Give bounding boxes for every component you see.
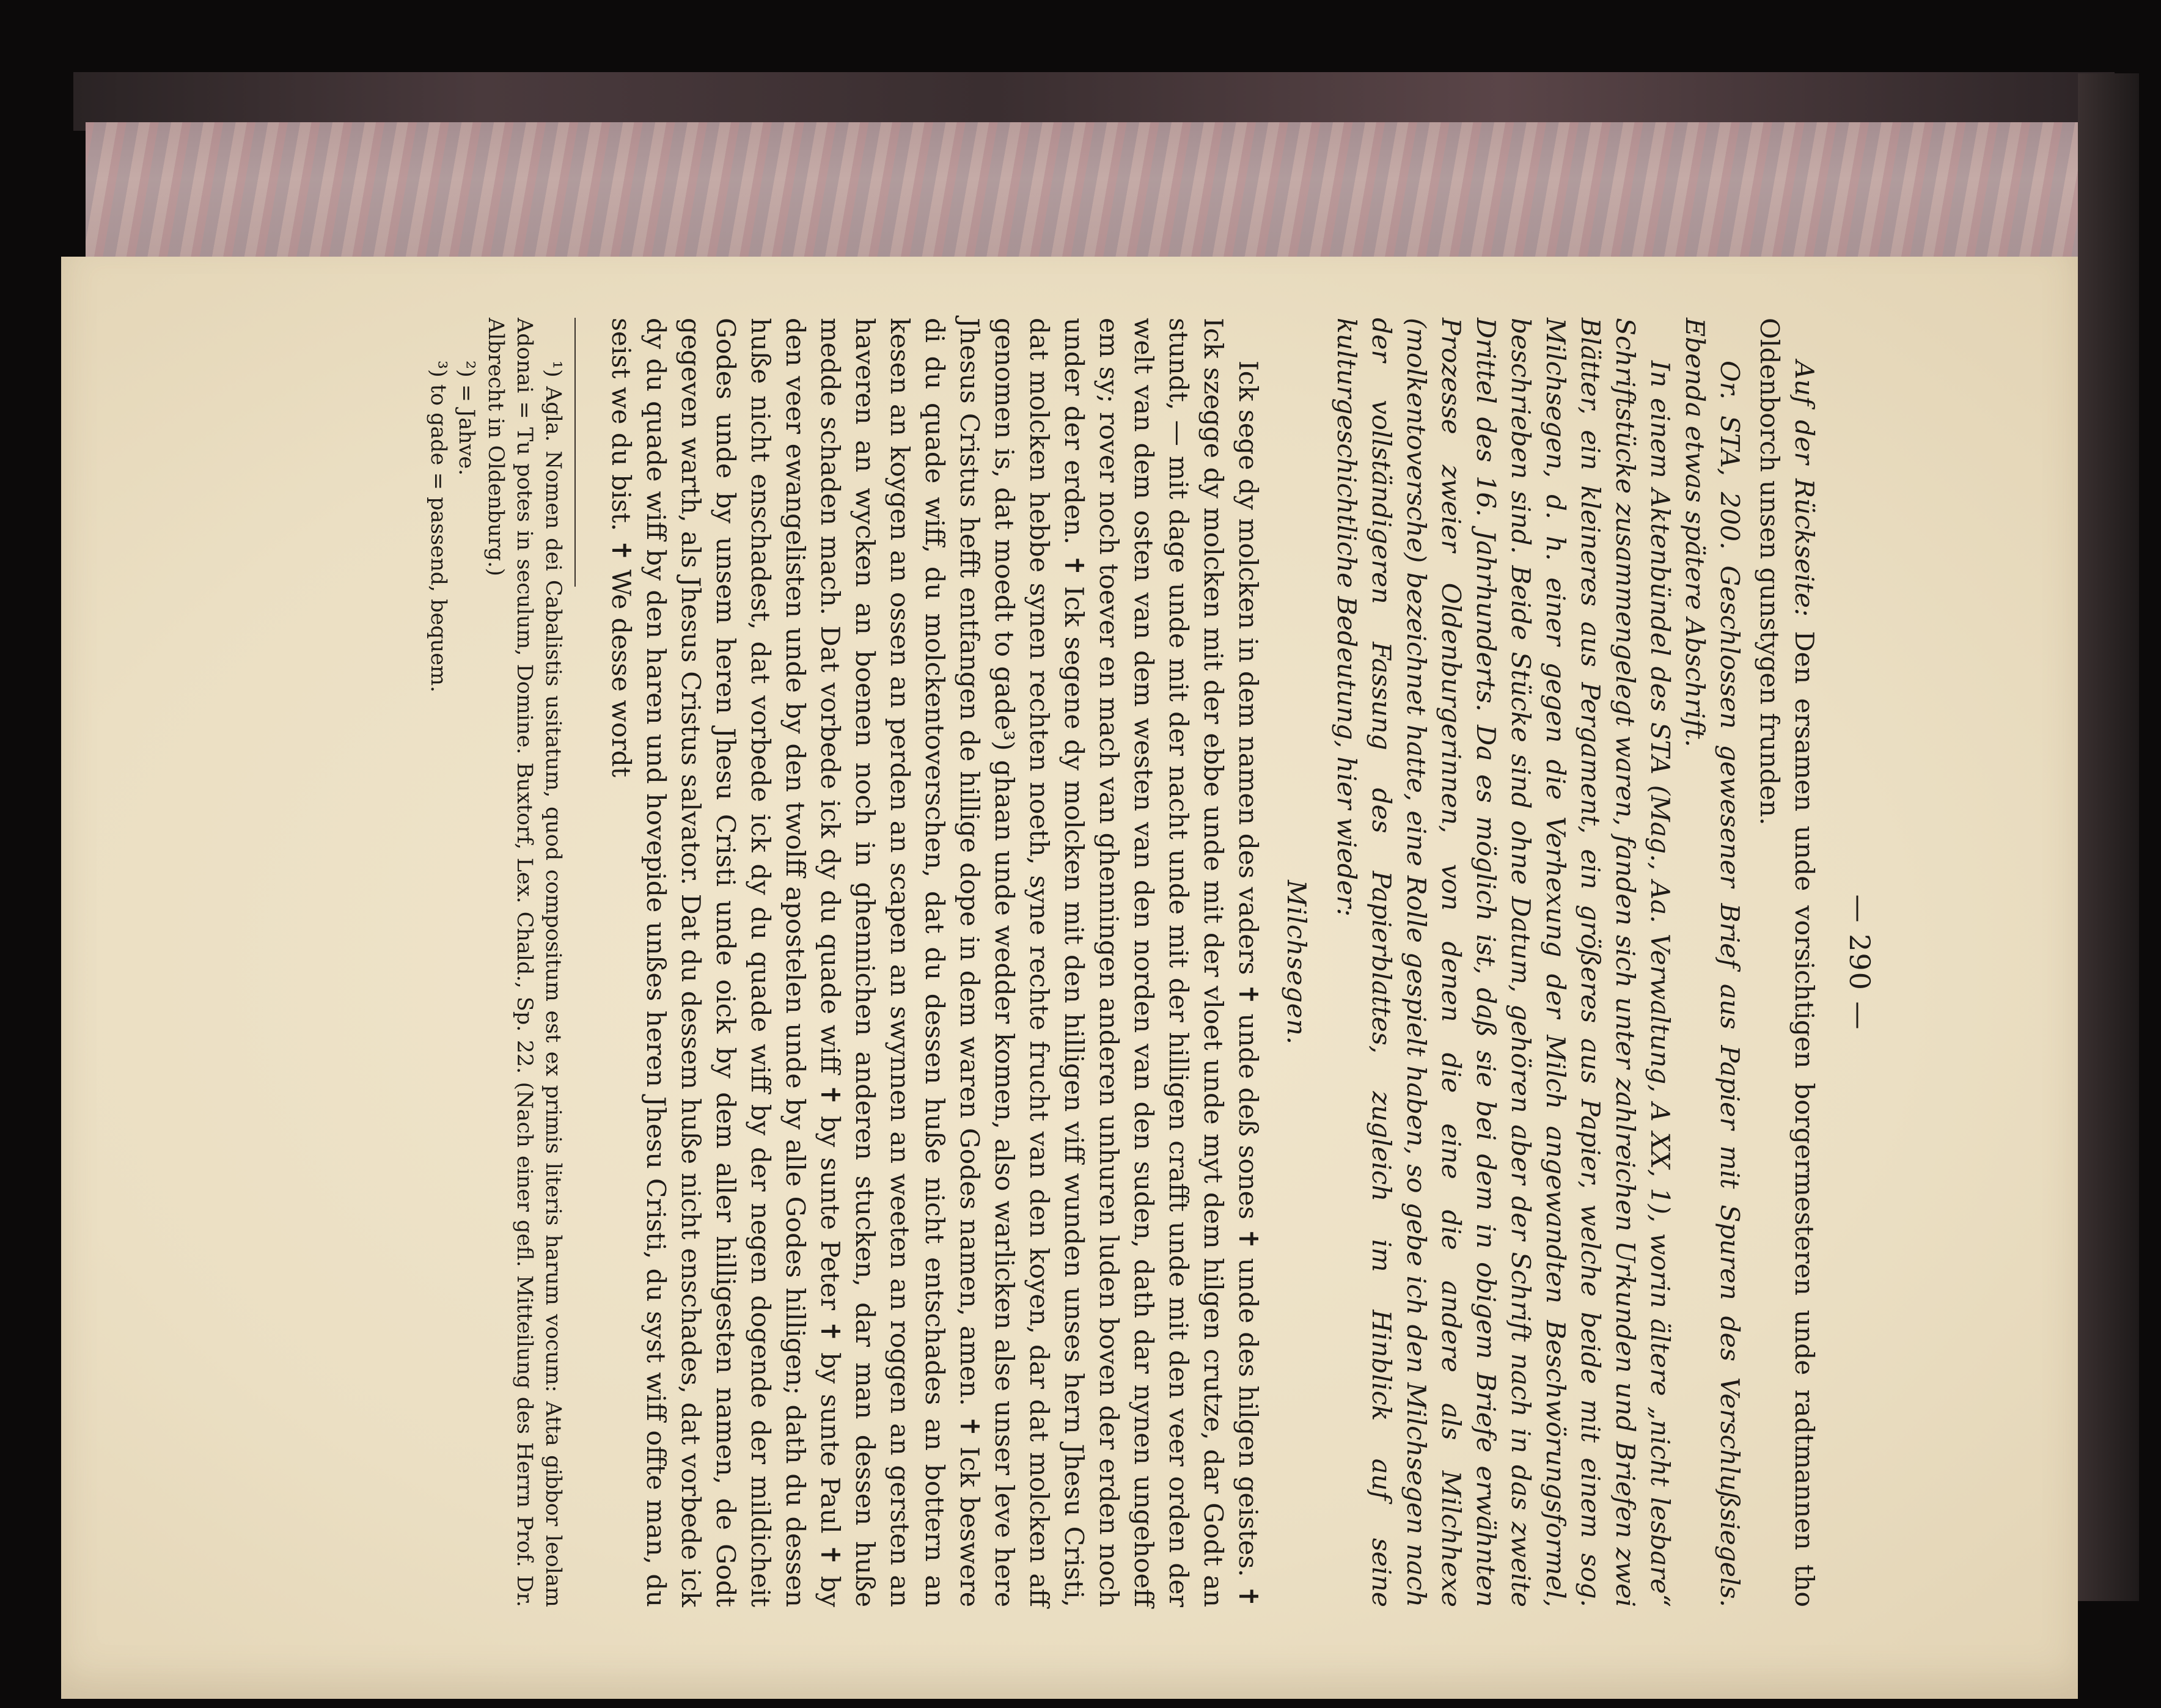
book-spine	[2078, 73, 2139, 1601]
footnote-rule	[574, 318, 576, 587]
intro-rest: Den ersamen unde vorsichtigen borgermesteren unde radtmannen tho Oldenborch unsen gunstygen frunden.	[1754, 318, 1819, 1607]
footnote-1: ¹) Agla. Nomen dei Cabalistis usitatum, quod compositum est ex primis literis harum vocum: Atta gibbor leolam Adonai = Tu potes in seculum, Domine. Buxtorf, Lex. Chald., Sp. 22. (Nach einer gefl. Mitteilung des Herrn Prof. Dr. Albrecht in Oldenburg.)	[483, 318, 565, 1607]
milchsegen-text: Ick sege dy molcken in dem namen des vaders ✝ unde deß sones ✝ unde des hilgen geistes. ✝ Ick szegge dy molcken mit der ebbe unde mit der vloet unde myt dem hilgen crutze, dar Godt an stundt, — mit dage unde mit der nacht unde mit der hilligen crafft unde mit den veer orden der welt van dem osten van dem westen van den norden van den suden, dath dar nynen ungehoeff em sy; rover noch toever en mach van ghenningen anderen unhuren luden boven der erden noch under der erden. ✝ Ick segene dy molcken mit den hilligen viff wunden unses hern Jhesu Cristi, dat molcken hebbe synen rechten noeth, syne rechte frucht van den koyen, dar dat molcken aff genomen is, dat moedt to gade³) ghaan unde wedder komen, also warlicken alse unser leve here Jhesus Cristus hefft entfangen de hillige dope in dem waren Godes namen, amen. ✝ Ick beswere di du quade wiff, du molckentoverschen, dat du dessen huße nicht entschades an bottern an kesen an koygen an ossen an perden an scapen an swynnen an weeten an roggen an gersten an haveren an wycken an boenen noch in ghennichen anderen stucken, dar man dessen huße medde schaden mach. Dat vorbede ick dy du quade wiff ✝ by sunte Peter ✝ by sunte Paul ✝ by den veer ewangelisten unde by den twolff apostelen unde by alle Godes hilligen; dath du dessen huße nicht enschadest, dat vorbede ick dy du quade wiff by der negen dogende der mildicheit Godes unde by unsem heren Jhesu Cristi unde oick by dem aller hilligesten namen, de Godt gegeven warth, als Jhesus Cristus salvator. Dat du dessem huße nicht enschades, dat vorbede ick dy du quade wiff by den haren und hovepide unßes heren Jhesu Cristi, du syst wiff offte man, du seist we du bist. ✝ We desse wordt	[606, 318, 1263, 1607]
source-paragraph: Or. STA, 200. Geschlossen gewesener Brief aus Papier mit Spuren des Verschlußsiegels. Ebenda etwas spätere Abschrift.	[1679, 318, 1744, 1607]
marbled-page-edges	[86, 122, 2102, 263]
context-paragraph: In einem Aktenbündel des STA (Mag., Aa. Verwaltung, A XX, 1), worin ältere „nicht lesbare“ Schriftstücke zusammengelegt waren, fanden sich unter zahlreichen Urkunden und Briefen zwei Blätter, ein kleineres aus Pergament, ein größeres aus Papier, welche beide mit einem sog. Milchsegen, d. h. einer gegen die Verhexung der Milch angewandten Beschwörungsformel, beschrieben sind. Beide Stücke sind ohne Datum, gehören aber der Schrift nach in das zweite Drittel des 16. Jahrhunderts. Da es möglich ist, daß sie bei dem in obigem Briefe erwähnten Prozesse zweier Oldenburgerinnen, von denen die eine die andere als Milchhexe (molkentoversche) bezeichnet hatte, eine Rolle gespielt haben, so gebe ich den Milchsegen nach der vollständigeren Fassung des Papierblattes, zugleich im Hinblick auf seine kulturgeschichtliche Bedeutung, hier wieder:	[1331, 318, 1675, 1607]
intro-lead: Auf der Rückseite:	[1789, 361, 1819, 617]
rotated-text-block	[397, 318, 1876, 1607]
intro-paragraph	[1752, 318, 1821, 1607]
footnote-2: ²) = Jahve.	[454, 361, 479, 476]
page-number: — 290 —	[1843, 894, 1876, 1031]
footnote-3: ³) to gade = passend, bequem.	[426, 361, 450, 693]
section-heading: Milchsegen.	[1282, 880, 1312, 1045]
